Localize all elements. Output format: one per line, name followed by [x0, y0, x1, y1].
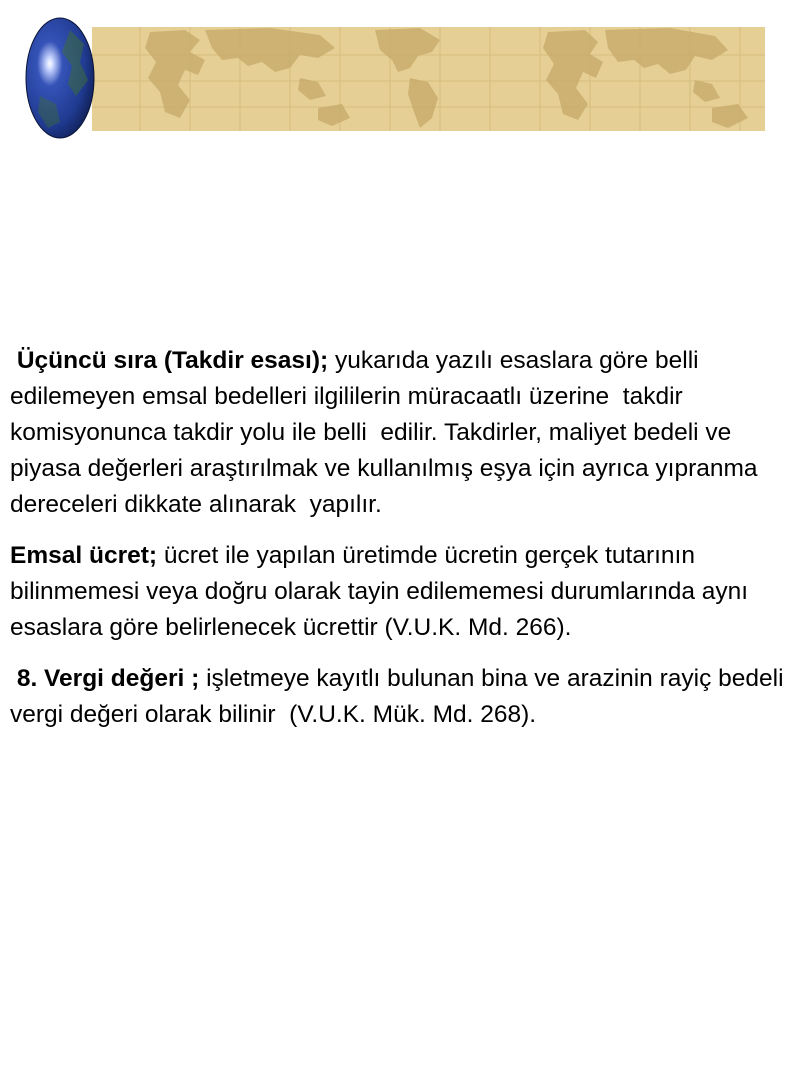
paragraph-heading: Üçüncü sıra (Takdir esası); [10, 347, 329, 374]
main-content [10, 343, 790, 748]
paragraph-body: ücret ile yapılan üretimde ücretin gerçek tutarının bilinmemesi veya doğru olarak tayin edilememesi durumlarında aynı esaslara göre belirlenecek ücrettir (V.U.K. Md. 266). [10, 542, 755, 641]
globe-icon [26, 18, 94, 138]
paragraph-heading: 8. Vergi değeri ; [10, 665, 200, 692]
paragraph-heading: Emsal ücret; [10, 542, 158, 569]
paragraph-emsal-ucret [10, 538, 790, 646]
paragraph-body: yukarıda yazılı esaslara göre belli edilemeyen emsal bedelleri ilgililerin müracaatlı üzerine takdir komisyonunca takdir yolu ile belli edilir. Takdirler, maliyet bedeli ve piyasa değerleri araştırılmak ve kullanılmış eşya için ayrıca yıpranma dereceleri dikkate alınarak yapılır. [10, 347, 765, 518]
world-map-banner [92, 27, 765, 131]
paragraph-takdir-esasi [10, 343, 790, 523]
paragraph-body: işletmeye kayıtlı bulunan bina ve arazinin rayiç bedeli vergi değeri olarak bilinir (V.U.K. Mük. Md. 268). [10, 665, 791, 728]
header-banner [0, 0, 800, 150]
paragraph-vergi-degeri [10, 661, 790, 733]
